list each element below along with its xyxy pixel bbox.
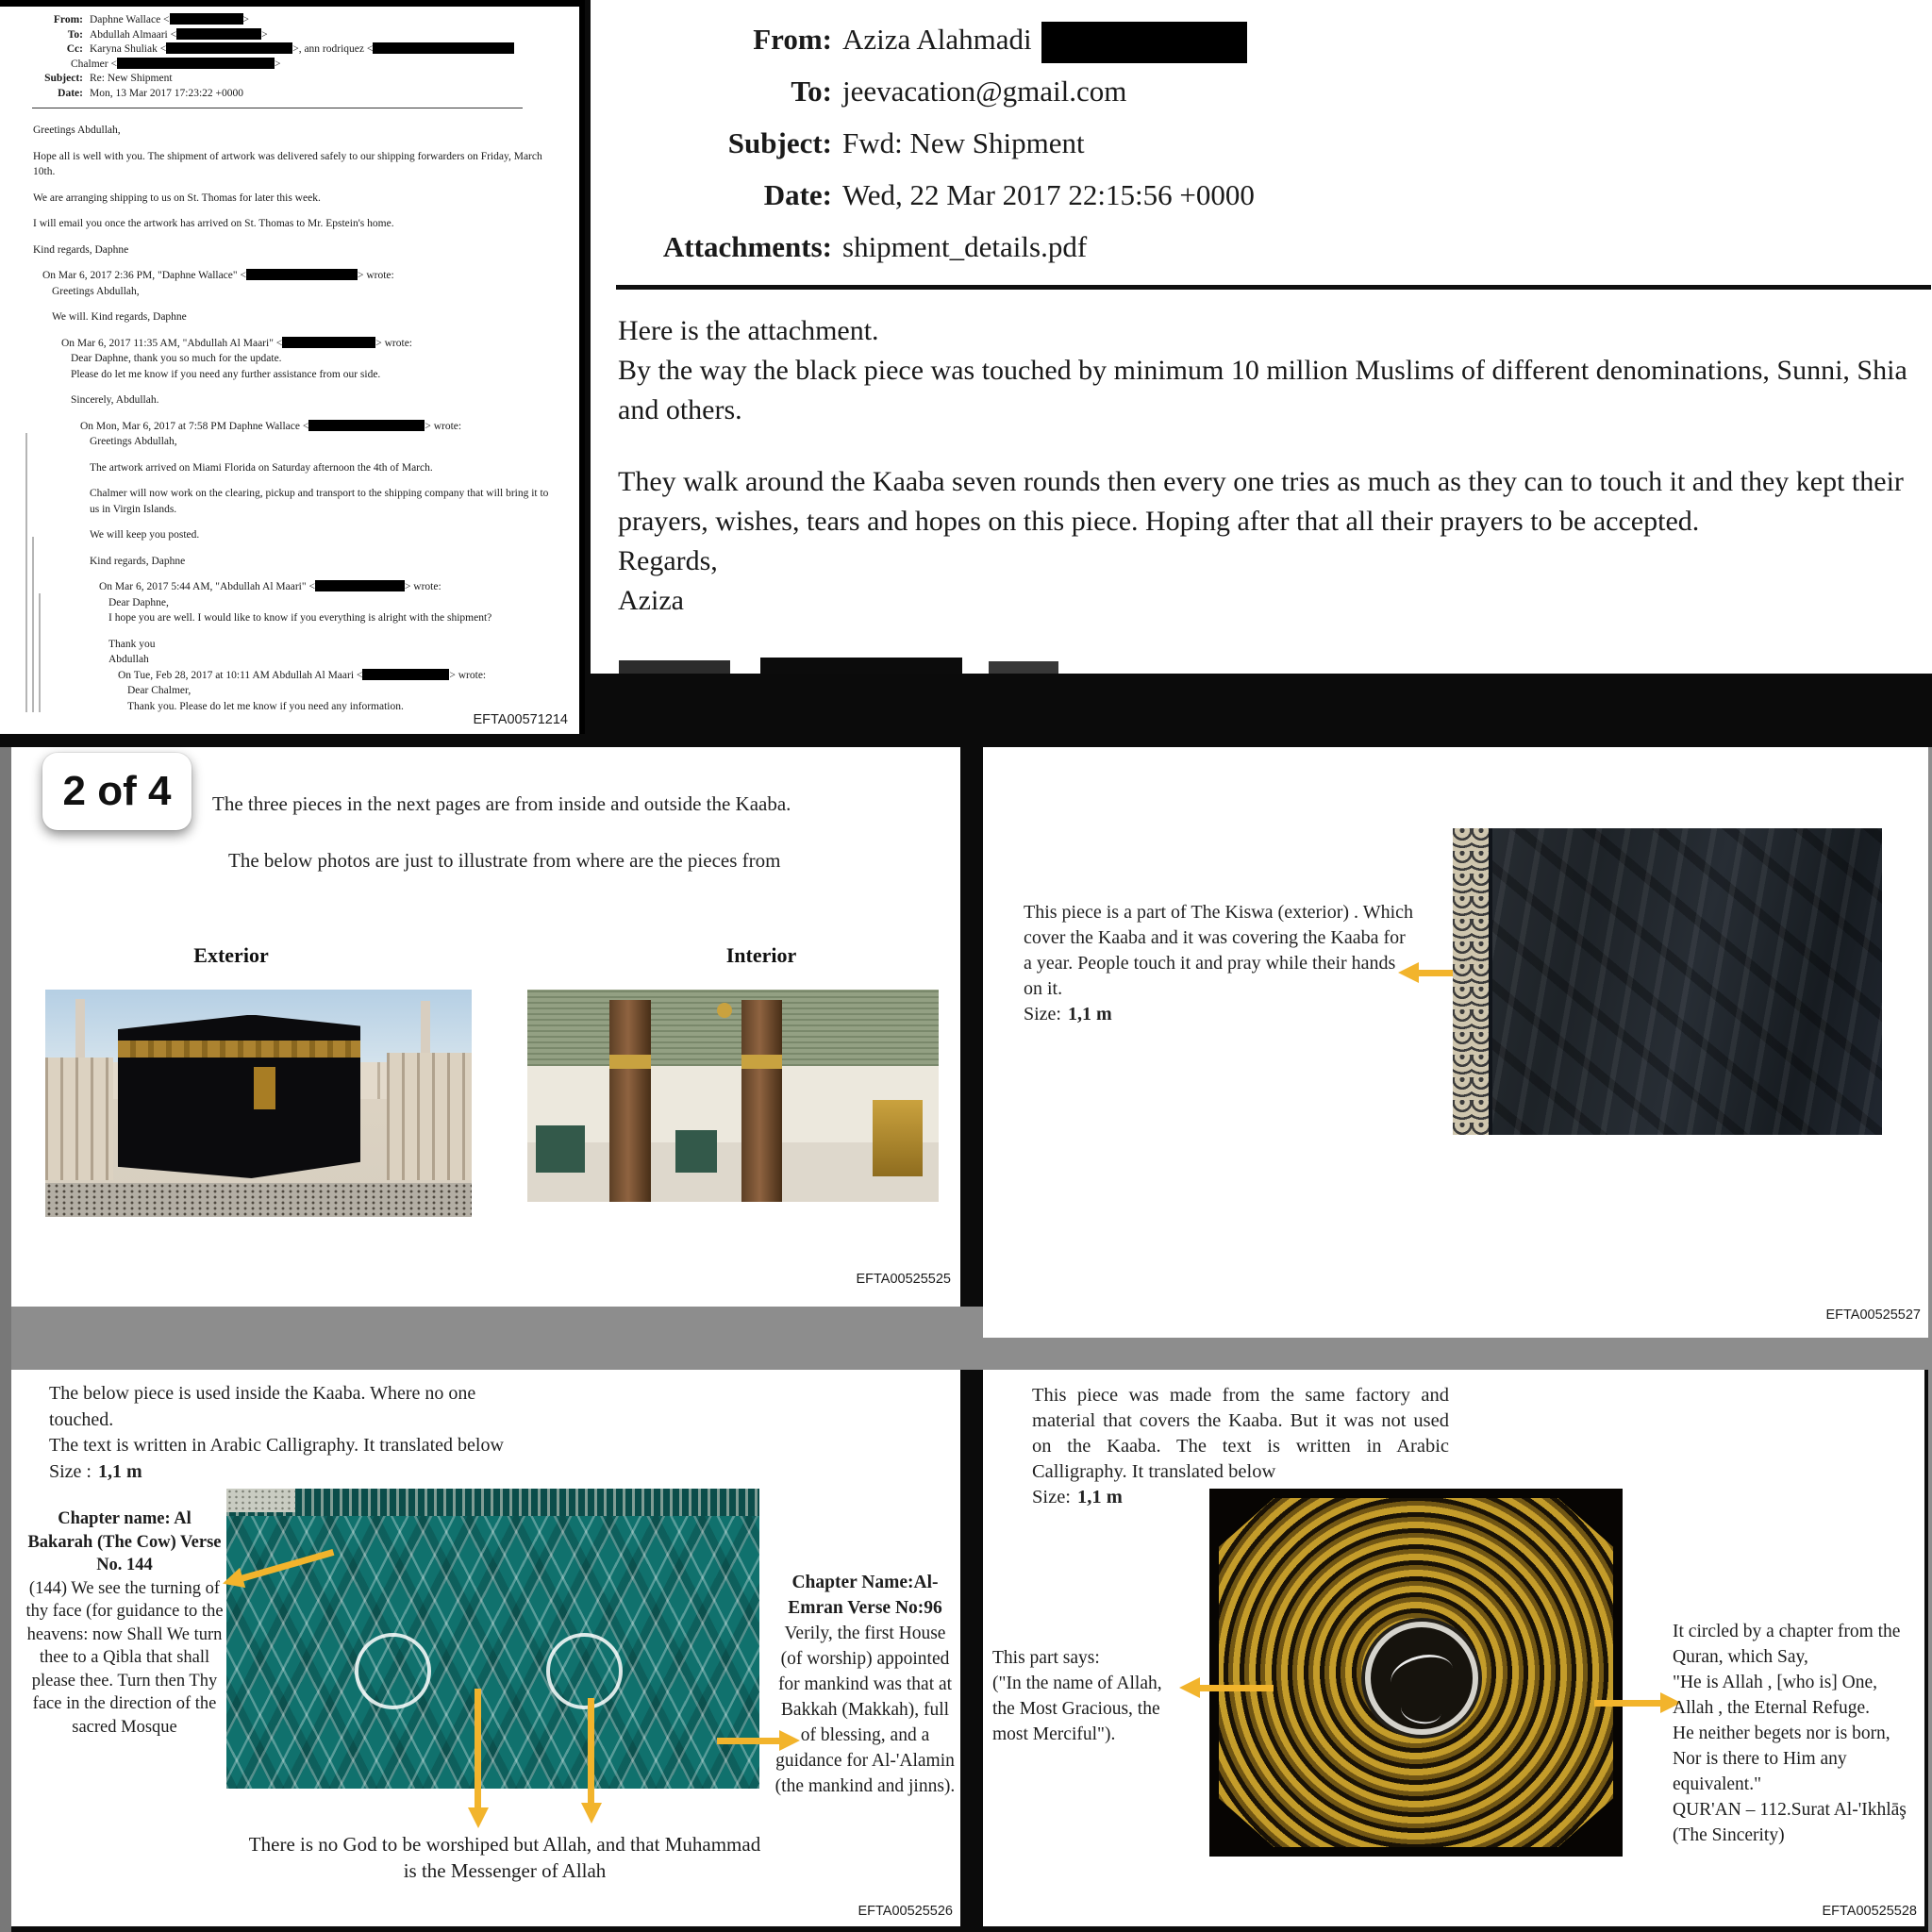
quote-attribution: On Mar 6, 2017 5:44 AM, "Abdullah Al Maari" < [99,581,315,592]
date-label: Date: [763,178,832,211]
paragraph: Here is the attachment. [618,315,879,346]
to-value: Abdullah Almaari < [90,28,177,41]
gold-ring [741,1055,783,1069]
redaction-box [117,58,275,69]
size-value: 1,1 m [98,1460,142,1482]
intro-line: The three pieces in the next pages are from inside and outside the Kaaba. [212,792,791,815]
exterior-photo-label: Exterior [193,943,269,967]
quote-attribution-tail: > wrote: [425,420,462,432]
signoff-name: Aziza [618,585,684,616]
redaction-box [176,28,261,40]
quote-level-5 [118,668,554,715]
from-label: From: [753,23,832,56]
description-line: on it. [1024,978,1063,999]
quote-line: I hope you are well. I would like to know if you everything is alright with the shipment? [108,612,492,624]
bracket: > [274,58,281,70]
quote-attribution-tail: > wrote: [357,270,394,281]
kiswa-piece-panel [983,747,1928,1338]
subject-label: Subject: [44,73,83,84]
paragraph: By the way the black piece was touched by minimum 10 million Muslims of different denominations, Sunni, Shia and others. [618,355,1907,425]
note-line: He neither begets nor is born, [1673,1724,1890,1743]
caption-line: is the Messenger of Allah [403,1859,607,1882]
interior-frieze [527,990,939,1066]
quote-bars [25,433,27,712]
kaaba-gold-door [254,1067,275,1109]
quote-level-4 [99,579,554,714]
quote-line: Abdullah [108,654,149,665]
quote-level-1 [42,268,554,714]
quote-line: Thank you. Please do let me know if you need any information. [127,700,404,712]
quote-line: We will. Kind regards, Daphne [52,311,187,323]
note-line: Nor is there to Him any [1673,1749,1847,1769]
note-line: QUR'AN – 112.Surat Al-'Ikhlāş [1673,1800,1907,1820]
bracket: > [261,28,268,41]
paragraph: They walk around the Kaaba seven rounds then every one tries as much as they can to touch it and they kept their prayers, wishes, tears and hopes on this piece. Hoping after that all their prayers to be accepted. [618,466,1904,537]
date-value: Wed, 22 Mar 2017 22:15:56 +0000 [842,178,1255,211]
redaction-box [170,13,243,25]
size-value: 1,1 m [1068,1004,1112,1024]
intro-line: The below photos are just to illustrate from where are the pieces from [228,849,781,872]
calligraphy-medallion [355,1633,431,1709]
cc-label: Cc: [66,43,83,55]
fabric-corner [226,1489,295,1512]
right-translation-note [1673,1619,1910,1848]
to-row [0,28,579,43]
email-thread-left-panel [0,0,585,734]
quote-line: Sincerely, Abdullah. [71,394,159,406]
to-label: To: [67,28,83,41]
redaction-box [246,269,358,280]
description-line: touched. [49,1408,114,1430]
quote-header [42,268,554,284]
from-value: Aziza Alahmadi [842,23,1032,56]
description-line: cover the Kaaba and it was covering the Kaaba for [1024,927,1406,948]
left-chapter-note [25,1507,225,1739]
paragraph: We are arranging shipping to us on St. Thomas for later this week. [33,192,321,204]
redaction-box [308,420,425,431]
fabric-edge-strip [1453,828,1492,1135]
attachments-label: Attachments: [662,230,832,263]
exhibit-id: EFTA00525525 [856,1272,951,1287]
redaction-box [362,669,449,680]
page-badge: 2 of 4 [42,753,192,830]
quote-line: Thank you [108,638,156,650]
subject-value: Fwd: New Shipment [842,126,1085,159]
kiswa-fabric-photo [1453,828,1882,1135]
quote-level-2 [61,336,554,715]
quote-header [61,336,554,352]
inside-piece-panel [11,1370,960,1926]
quote-line: The artwork arrived on Miami Florida on Saturday afternoon the 4th of March. [90,461,433,474]
redaction-box [315,580,405,591]
email-body [618,311,1927,621]
minaret [75,999,85,1067]
to-row [591,65,1932,117]
quote-attribution-tail: > wrote: [375,337,413,349]
bracket: > [242,14,250,25]
interior-column [741,1000,783,1202]
subject-label: Subject: [727,126,832,159]
size-label: Size: [1032,1487,1071,1507]
gold-calligraphy-photo [1209,1489,1623,1857]
redaction-box [166,42,292,54]
calligraphy-mark [1386,1649,1457,1703]
note-line: It circled by a chapter from the [1673,1622,1901,1641]
note-line: equivalent." [1673,1774,1762,1794]
cc-row-2 [0,58,579,73]
email-body [33,123,554,714]
fabric-border-band [226,1489,759,1516]
size-label: Size: [1024,1004,1061,1024]
quote-line: Greetings Abdullah, [52,285,140,297]
from-row [591,13,1932,65]
description-block [49,1381,504,1485]
to-label: To: [791,75,832,108]
cc-value-3: Chalmer < [71,58,117,70]
size-line [1032,1487,1123,1508]
cc-value-2: >, ann rodriquez < [292,43,374,55]
quote-header [118,668,554,684]
paragraph: Greetings Abdullah, [33,125,121,136]
fabric-creases [1453,828,1882,1135]
from-value: Daphne Wallace < [90,14,170,25]
subject-row [0,72,579,87]
paragraph: Hope all is well with you. The shipment of artwork was delivered safely to our shipping forwarders on Friday, March 10th. [33,150,542,177]
quote-level-3 [80,419,554,715]
interior-column [609,1000,651,1202]
size-line [1024,1002,1420,1027]
bottom-caption [170,1831,840,1884]
mosque-arcade [45,1058,113,1180]
right-chapter-note [772,1570,958,1799]
exhibit-id: EFTA00571214 [473,712,568,727]
chapter-body: Verily, the first House (of worship) appointed for mankind was that at Bakkah (Makkah), full of blessing, and a guidance for Al-'Alamin (the mankind and jinns). [774,1624,956,1796]
chapter-body: (144) We see the turning of thy face (for guidance to the heavens: now Shall We turn thee to a Qibla that shall please thee. Turn then Thy face in the direction of the sacred Mosque [25,1578,224,1737]
date-label: Date: [58,87,83,99]
calligraphy-mark [1399,1694,1443,1727]
marble-panel [675,1130,717,1173]
cc-value: Karyna Shuliak < [90,43,167,55]
cutoff-text-fragment [619,656,1336,674]
redaction-box [282,337,375,348]
to-value: jeevacation@gmail.com [842,75,1127,108]
right-edge-strip [1928,747,1932,1932]
quote-line: Dear Daphne, thank you so much for the update. [71,353,282,364]
quote-attribution-tail: > wrote: [449,669,487,681]
left-translation-note [992,1645,1189,1747]
exhibit-id: EFTA00525526 [858,1904,953,1919]
page-2of4-panel [11,747,960,1307]
subject-value: Re: New Shipment [90,73,173,84]
hanging-lamp [717,1003,732,1018]
date-row [591,169,1932,221]
description-block: This piece was made from the same factory and material that covers the Kaaba. But it was not used on the Kaaba. The text is written in Arabic Calligraphy. It translated below [1032,1385,1449,1482]
exhibit-id: EFTA00525527 [1825,1307,1921,1323]
note-line: Allah , the Eternal Refuge. [1673,1698,1871,1718]
quote-line: Kind regards, Daphne [90,555,186,567]
note-line: (The Sincerity) [1673,1825,1785,1845]
caption-line: There is no God to be worshiped but Allah, and that Muhammad [248,1833,761,1856]
plaza-crowd [45,1183,472,1217]
kaaba-gold-band [118,1041,361,1057]
attachments-row [591,221,1932,273]
calligraphy-medallion [546,1633,623,1709]
gold-ring [609,1055,651,1069]
email-forward-right-panel [591,0,1932,674]
description-line: a year. People touch it and pray while their hands [1024,953,1396,974]
redaction-box [373,42,514,54]
note-line: "He is Allah , [who is] One, [1673,1673,1878,1692]
cc-row [0,42,579,58]
mosque-arcade [387,1053,472,1180]
quote-header [99,579,554,595]
chapter-title: Chapter name: Al Bakarah (The Cow) Verse No. 144 [27,1509,222,1574]
date-row [0,87,579,102]
interior-photo-label: Interior [725,943,797,967]
quote-attribution: On Tue, Feb 28, 2017 at 10:11 AM Abdullah Al Maari < [118,669,363,681]
quote-line: Dear Daphne, [108,596,169,608]
signoff: Regards, [618,545,718,576]
quote-header [80,419,554,435]
header-divider [616,285,1931,290]
date-value: Mon, 13 Mar 2017 17:23:22 +0000 [90,87,244,99]
exhibit-id: EFTA00525528 [1822,1904,1917,1919]
description-line: This piece is a part of The Kiswa (exterior) . Which [1024,902,1414,923]
quote-attribution: On Mar 6, 2017 2:36 PM, "Daphne Wallace" < [42,270,246,281]
central-medallion [1365,1622,1478,1735]
factory-piece-panel [983,1370,1924,1926]
note-title: This part says: [992,1648,1100,1668]
quote-line: We will keep you posted. [90,529,200,541]
gold-structure [873,1100,922,1176]
quote-line: Chalmer will now work on the clearing, pickup and transport to the shipping company that will bring it to us in Virgin Islands. [90,488,549,515]
left-edge-strip [0,747,11,1932]
quote-attribution: On Mon, Mar 6, 2017 at 7:58 PM Daphne Wallace < [80,420,309,432]
kaaba-cube [118,1015,361,1179]
email-header [591,0,1932,273]
email-header [0,7,579,101]
marble-panel [536,1125,585,1173]
from-label: From: [53,14,83,25]
note-body: ("In the name of Allah, the Most Gracious, the most Merciful"). [992,1674,1162,1744]
from-row [0,13,579,28]
kaaba-exterior-photo [45,990,472,1217]
quote-attribution-tail: > wrote: [404,581,441,592]
paragraph: I will email you once the artwork has arrived on St. Thomas to Mr. Epstein's home. [33,218,394,229]
description-line: The text is written in Arabic Calligraphy. It translated below [49,1435,504,1456]
size-label: Size : [49,1460,92,1482]
subject-row [591,117,1932,169]
paragraph: Kind regards, Daphne [33,243,129,256]
size-line [49,1459,504,1486]
quote-bars [39,593,41,712]
quote-line: Please do let me know if you need any further assistance from our side. [71,368,381,380]
att achment-value: shipment_details.pdf [842,230,1088,263]
quote-bars [32,537,34,712]
kaaba-interior-photo [527,990,939,1202]
quote-attribution: On Mar 6, 2017 11:35 AM, "Abdullah Al Maari" < [61,337,283,349]
chapter-title: Chapter Name:Al-Emran Verse No:96 [788,1573,942,1618]
redaction-box [1041,22,1247,63]
size-value: 1,1 m [1077,1487,1123,1507]
teal-calligraphy-photo [226,1489,759,1789]
note-line: Quran, which Say, [1673,1647,1808,1667]
quote-line: Greetings Abdullah, [90,436,177,447]
description-line: The below piece is used inside the Kaaba. Where no one [49,1383,476,1404]
quote-line: Dear Chalmer, [127,685,192,696]
